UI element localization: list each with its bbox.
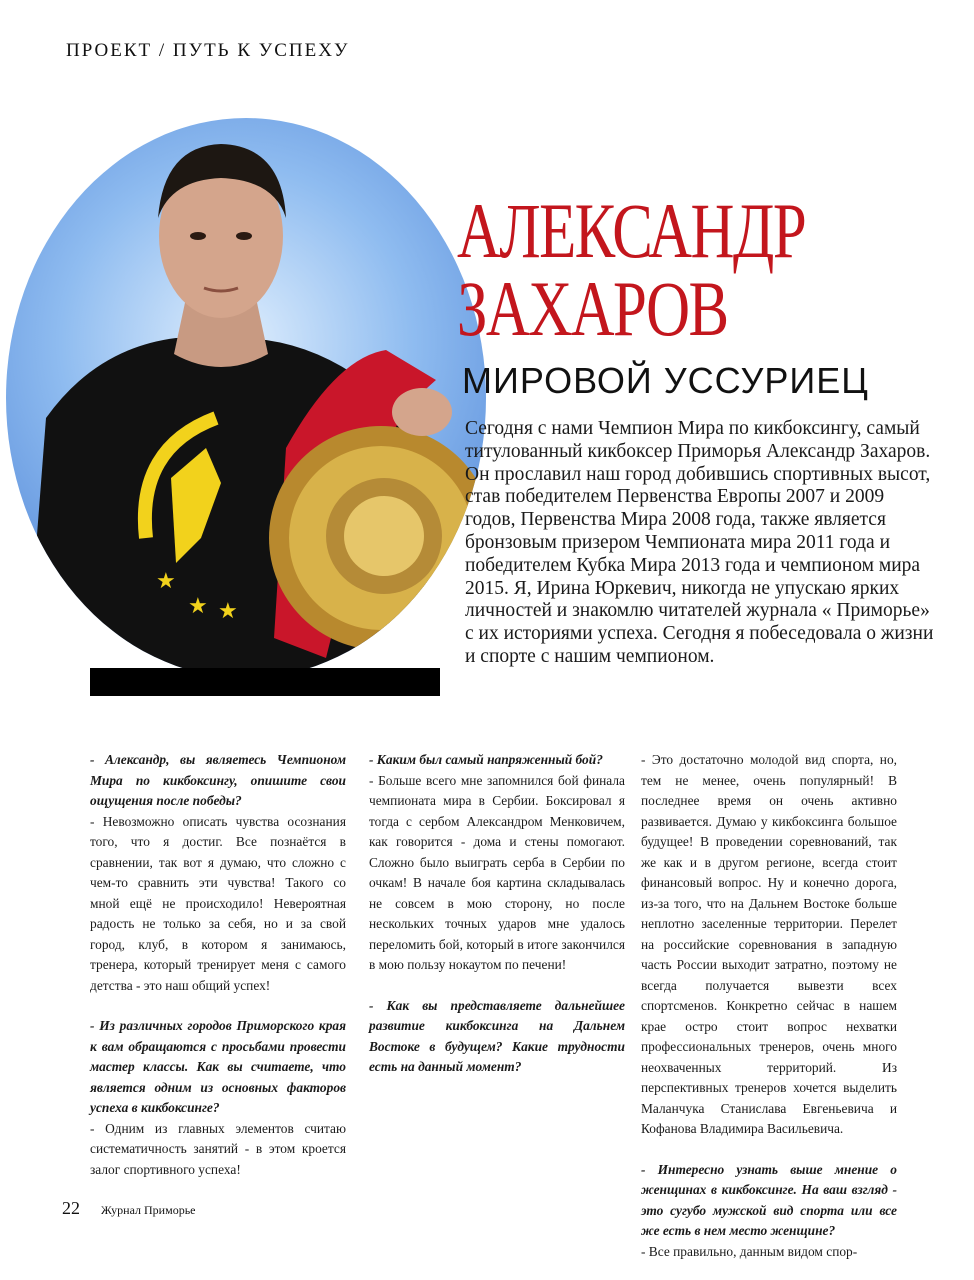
section-label: ПРОЕКТ / ПУТЬ К УСПЕХУ [66,40,350,61]
intro-paragraph: Сегодня с нами Чемпион Мира по кикбоксингу, самый титулованный кикбоксер Приморья Александр Захаров. Он прославил наш город добившись спортивных высот, став победителем Первенства Европы 2007 и 2009 годов, Первенства Мира 2008 года, также является бронзовым призером Чемпионата мира 2011 года и победителем Кубка Мира 2013 года и чемпионом мира 2015. Я, Ирина Юркевич, никогда не упускаю ярких личностей и знакомлю читателей журнала « Приморье» с их историями успеха. Сегодня я побеседовала о жизни и спорте с нашим чемпионом. [465,418,934,667]
subtitle: МИРОВОЙ УССУРИЕЦ [462,360,869,401]
belt-plate-center [344,496,424,576]
right-eye [236,232,252,240]
shirt-star-2: ★ [188,593,208,618]
question-1: - Александр, вы являетесь Чемпионом Мира по кикбоксингу, опишите свои ощущения после победы? [90,752,346,808]
shirt-star-1: ★ [156,568,176,593]
question-5: - Интересно узнать выше мнение о женщинах в кикбоксинге. На ваш взгляд - это сугубо мужской вид спорта или все же есть в нем место женщине? [641,1161,897,1238]
hand-shape [392,388,452,436]
left-eye [190,232,206,240]
caption-bar [90,668,440,696]
article-column-2 [369,750,625,1078]
headline-first-name: АЛЕКСАНДР [457,187,806,274]
article-column-3 [641,750,897,1262]
answer-3: - Больше всего мне запомнился бой финала чемпионата мира в Сербии. Боксировал я тогда с сербом Александром Менковичем, как говорится - дома и стены помогают. Сложно было выиграть серба в Сербии по очкам! В начале боя картина складывалась не совсем в мою сторону, но после нескольких точных ударов мне удалось переломить бой, который в итоге закончился в мою пользу нокаутом по печени! [369,772,625,972]
headline-last-name: ЗАХАРОВ [457,265,728,352]
question-2: - Из различных городов Приморского края к вам обращаются с просьбами провести мастер классы. Как вы считаете, что является одним из основных факторов успеха в кикбоксинге? [90,1018,346,1115]
headline [457,187,903,352]
answer-4: - Это достаточно молодой вид спорта, но, тем не менее, очень популярный! В последнее время он очень активно развивается. Думаю у кикбоксинга большое будущее! В проведении соревнований, так же как и в другом регионе, всегда стоит финансовый вопрос. Ну и конечно дорога, из-за того, что на Дальнем Востоке больше неплотно заселенные территории. Перелет на российские соревнования в западную часть России выходит затратно, поэтому не всегда получается вывезти всех спортсменов. Конкретно сейчас в нашем крае остро стоит вопрос нехватки профессиональных тренеров, очень много неохваченных территорий. Из перспективных тренеров хочется выделить Маланчука Станислава Евгеньевича и Кофанова Владимира Васильевича. [641,752,897,1136]
magazine-name: Журнал Приморье [101,1203,196,1217]
question-3: - Каким был самый напряженный бой? [369,752,603,767]
article-column-1 [90,750,346,1180]
answer-5: - Все правильно, данным видом спор- [641,1243,858,1259]
shirt-star-3: ★ [218,598,238,623]
question-4: - Как вы представляете дальнейшее развитие кикбоксинга на Дальнем Востоке в будущем? Какие трудности есть на данный момент? [369,997,625,1074]
page-number: 22 [62,1198,80,1218]
answer-2: - Одним из главных элементов считаю систематичность занятий - в этом кроется залог спортивного успеха! [90,1120,346,1177]
athlete-photo [6,118,486,678]
athlete-illustration [6,118,486,678]
answer-1: - Невозможно описать чувства осознания того, что я достиг. Все познаётся в сравнении, так вот я думаю, что сложно с чем-то сравнить эти чувства! Такого со мной ещё не происходило! Невероятная радость не только за себя, но и за свой город, клуб, в котором я занимаюсь, тренера, который тренирует меня с самого детства - это наш общий успех! [90,813,346,993]
